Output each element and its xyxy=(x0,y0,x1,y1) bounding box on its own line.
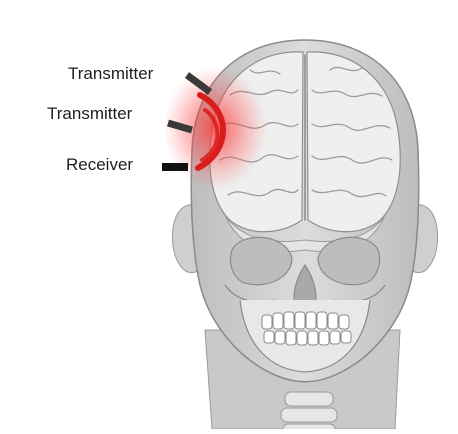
teeth xyxy=(262,312,351,345)
receiver-label: Receiver xyxy=(66,155,134,174)
transmitter-2-label: Transmitter xyxy=(47,104,133,123)
transmitter-1-label: Transmitter xyxy=(68,64,154,83)
